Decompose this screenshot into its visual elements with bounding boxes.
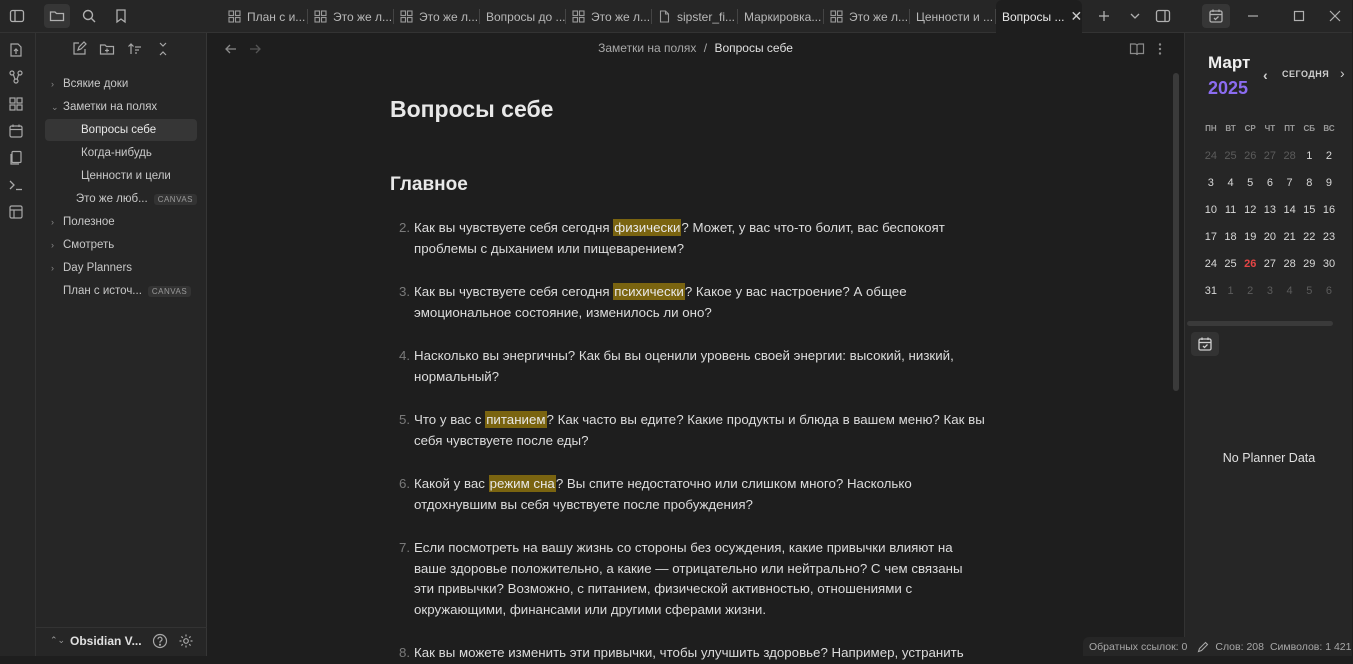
grid-icon bbox=[314, 10, 327, 23]
maximize-icon[interactable] bbox=[1286, 4, 1312, 28]
file-icon bbox=[658, 10, 671, 23]
list-item: 7. Если посмотреть на вашу жизнь со стороны без осуждения, какие привычки влияют на ваше здоровье положительно, а какие — отрицательно или нейтрально? С чем связаны эти привычки? Возможно, с питанием, физической активностью, отношениями с окружающими, финансами или другими сферами жизни. bbox=[399, 540, 963, 617]
calendar-day[interactable]: 22 bbox=[1303, 230, 1316, 243]
file-item-active[interactable]: Вопросы себе bbox=[45, 119, 197, 141]
calendar-day[interactable]: 1 bbox=[1306, 149, 1313, 162]
chevron-right-icon: › bbox=[51, 240, 54, 250]
calendar-grid bbox=[1201, 115, 1351, 304]
file-explorer bbox=[36, 33, 207, 656]
vault-name[interactable]: Obsidian V... bbox=[70, 634, 142, 648]
calendar-week bbox=[1201, 223, 1351, 250]
calendar-year: 2025 bbox=[1208, 78, 1249, 98]
calendar-day[interactable]: 8 bbox=[1306, 176, 1313, 189]
list-item: 6. Какой у вас режим сна? Вы спите недостаточно или слишком много? Насколько отдохнувшим вы себя чувствуете после пробуждения? bbox=[399, 476, 912, 512]
files-tab-icon[interactable] bbox=[44, 4, 70, 28]
calendar-day[interactable]: 6 bbox=[1325, 284, 1333, 297]
calendar-month: Март bbox=[1208, 53, 1251, 72]
new-tab-icon[interactable] bbox=[1091, 4, 1117, 28]
calendar-plugin-icon[interactable] bbox=[1202, 4, 1230, 28]
calendar-day[interactable]: 4 bbox=[1227, 176, 1234, 189]
calendar-day[interactable]: 2 bbox=[1325, 149, 1333, 162]
calendar-day[interactable]: 12 bbox=[1244, 203, 1257, 216]
file-explorer-toolbar bbox=[36, 41, 207, 63]
calendar-day[interactable]: 16 bbox=[1322, 203, 1336, 216]
folder-item[interactable]: › Смотреть bbox=[51, 239, 115, 251]
calendar-day[interactable]: 27 bbox=[1263, 149, 1277, 162]
tab[interactable]: Это же л... bbox=[566, 0, 652, 33]
calendar-day[interactable]: 19 bbox=[1244, 230, 1257, 243]
templates-icon[interactable] bbox=[8, 150, 26, 168]
calendar-day[interactable]: 7 bbox=[1286, 176, 1293, 189]
calendar-day[interactable]: 3 bbox=[1266, 284, 1273, 297]
note-title[interactable]: Вопросы себе bbox=[390, 96, 554, 122]
right-sidebar bbox=[1184, 33, 1352, 656]
folder-item[interactable]: ⌄ Заметки на полях bbox=[51, 101, 158, 113]
folder-item[interactable]: › Day Planners bbox=[51, 262, 133, 274]
calendar-day[interactable]: 30 bbox=[1322, 257, 1336, 270]
breadcrumb bbox=[207, 41, 1184, 55]
word-count: Слов: 208 bbox=[1215, 640, 1264, 653]
calendar-week bbox=[1201, 142, 1351, 169]
calendar-day[interactable]: 9 bbox=[1325, 176, 1333, 189]
no-planner-data-text: No Planner Data bbox=[1222, 451, 1316, 465]
folder-item[interactable]: › Всякие доки bbox=[51, 78, 129, 90]
char-count: Символов: 1 421 bbox=[1269, 640, 1352, 653]
chevron-down-icon: ⌄ bbox=[51, 101, 59, 112]
title-bar bbox=[0, 0, 1352, 33]
calendar-day[interactable]: 2 bbox=[1247, 284, 1254, 297]
settings-gear-icon[interactable] bbox=[178, 633, 196, 651]
help-icon[interactable] bbox=[152, 633, 170, 651]
prev-month-arrow-icon[interactable]: ‹ bbox=[1263, 67, 1268, 83]
tab[interactable]: Вопросы до ... bbox=[480, 0, 566, 33]
tab[interactable]: sipster_fi... bbox=[652, 0, 738, 33]
status-bar bbox=[1083, 637, 1352, 656]
ribbon bbox=[0, 33, 36, 656]
section-heading: Главное bbox=[390, 174, 468, 195]
calendar-day[interactable]: 5 bbox=[1247, 176, 1254, 189]
calendar-day[interactable]: 14 bbox=[1283, 203, 1296, 216]
file-item[interactable]: Ценности и цели bbox=[81, 170, 171, 182]
grid-icon bbox=[572, 10, 585, 23]
calendar-day[interactable]: 25 bbox=[1224, 149, 1237, 162]
vault-switcher bbox=[36, 627, 207, 655]
calendar-day-today[interactable]: 26 bbox=[1244, 257, 1257, 270]
chevron-right-icon: › bbox=[51, 217, 54, 227]
folder-item[interactable]: › Полезное bbox=[51, 216, 115, 228]
calendar-day[interactable]: 5 bbox=[1306, 284, 1313, 297]
canvas-badge: CANVAS bbox=[154, 194, 197, 205]
list-item: 2. Как вы чувствуете себя сегодня физически? Может, у вас что-то болит, вас беспокоят проблемы с дыханием или пищеварением? bbox=[399, 220, 945, 256]
layout-icon[interactable] bbox=[8, 204, 26, 222]
list-item: 5. Что у вас с питанием? Как часто вы едите? Какие продукты и блюда в вашем меню? Как вы себя чувствуете после еды? bbox=[399, 412, 985, 448]
calendar-scrollbar[interactable] bbox=[1187, 321, 1333, 326]
breadcrumb-current[interactable]: Вопросы себе bbox=[714, 41, 793, 55]
tab[interactable]: Это же л... bbox=[824, 0, 910, 33]
graph-view-icon[interactable] bbox=[8, 69, 26, 87]
daily-note-icon[interactable] bbox=[8, 123, 26, 141]
canvas-badge: CANVAS bbox=[148, 286, 191, 297]
quick-switch-icon[interactable] bbox=[8, 42, 26, 60]
breadcrumb-parent[interactable]: Заметки на полях bbox=[598, 41, 697, 55]
close-tab-icon[interactable]: ✕ bbox=[1070, 8, 1083, 24]
calendar-day[interactable]: 27 bbox=[1263, 257, 1277, 270]
tab[interactable]: План с и... bbox=[222, 0, 308, 33]
file-item[interactable]: Это же люб... CANVAS bbox=[45, 188, 197, 210]
calendar-day[interactable]: 13 bbox=[1263, 203, 1277, 216]
more-options-icon[interactable] bbox=[1150, 39, 1170, 59]
tab[interactable]: Это же л... bbox=[308, 0, 394, 33]
calendar-day[interactable]: 18 bbox=[1224, 230, 1237, 243]
search-icon[interactable] bbox=[76, 4, 102, 28]
tab-strip bbox=[222, 0, 1082, 33]
tab-list-chevron-icon[interactable] bbox=[1122, 4, 1148, 28]
next-month-arrow-icon[interactable]: › bbox=[1340, 65, 1345, 81]
weekday-header: ПН ВТ СР ЧТ ПТ СБ ВС bbox=[1205, 124, 1335, 133]
calendar-day[interactable]: 23 bbox=[1322, 230, 1336, 243]
canvas-icon[interactable] bbox=[8, 96, 26, 114]
sidebar-toggle-icon[interactable] bbox=[4, 4, 30, 28]
vault-chevron-icon[interactable]: ⌃⌄ bbox=[50, 635, 66, 645]
calendar-day[interactable]: 17 bbox=[1204, 230, 1217, 243]
calendar-week bbox=[1201, 169, 1351, 196]
calendar-day[interactable]: 28 bbox=[1283, 149, 1296, 162]
right-sidebar-toggle-icon[interactable] bbox=[1150, 4, 1176, 28]
calendar-day[interactable]: 10 bbox=[1204, 203, 1217, 216]
file-item[interactable]: Когда-нибудь bbox=[81, 147, 152, 159]
calendar-day[interactable]: 11 bbox=[1224, 203, 1237, 216]
calendar-day[interactable]: 29 bbox=[1303, 257, 1316, 270]
calendar-week bbox=[1201, 196, 1351, 223]
calendar-day[interactable]: 24 bbox=[1204, 149, 1217, 162]
minimize-icon[interactable] bbox=[1240, 4, 1266, 28]
calendar-day[interactable]: 31 bbox=[1204, 284, 1217, 297]
calendar-week bbox=[1201, 250, 1351, 277]
planner-calendar-icon[interactable] bbox=[1191, 332, 1219, 356]
bookmark-icon[interactable] bbox=[108, 4, 134, 28]
collapse-all-icon[interactable] bbox=[155, 41, 175, 61]
highlight: режим сна bbox=[489, 476, 555, 491]
editor-pane bbox=[207, 33, 1184, 660]
tab-active[interactable]: Вопросы ... ✕ bbox=[996, 0, 1082, 33]
calendar-week bbox=[1201, 277, 1351, 304]
list-item: 4. Насколько вы энергичны? Как бы вы оценили уровень своей энергии: высокий, низкий, нормальный? bbox=[399, 348, 954, 384]
list-item: 8. Как вы можете изменить эти привычки, чтобы улучшить здоровье? Например, устранить bbox=[399, 645, 964, 660]
calendar-day[interactable]: 24 bbox=[1204, 257, 1217, 270]
pencil-icon[interactable] bbox=[1197, 641, 1209, 653]
grid-icon bbox=[400, 10, 413, 23]
grid-icon bbox=[228, 10, 241, 23]
calendar-day[interactable]: 20 bbox=[1263, 230, 1277, 243]
calendar-day[interactable]: 4 bbox=[1286, 284, 1293, 297]
breadcrumb-separator: / bbox=[703, 41, 708, 55]
chevron-right-icon: › bbox=[51, 263, 54, 273]
calendar-day[interactable]: 1 bbox=[1227, 284, 1234, 297]
editor-scrollbar[interactable] bbox=[1173, 73, 1179, 391]
tab[interactable]: Ценности и ... bbox=[910, 0, 996, 33]
calendar-day[interactable]: 26 bbox=[1244, 149, 1257, 162]
sort-icon[interactable] bbox=[127, 41, 147, 61]
calendar-day[interactable]: 15 bbox=[1303, 203, 1316, 216]
terminal-icon[interactable] bbox=[8, 177, 26, 195]
reading-view-icon[interactable] bbox=[1127, 39, 1147, 59]
file-item[interactable]: План с источ... CANVAS bbox=[45, 280, 197, 302]
chevron-right-icon: › bbox=[51, 79, 54, 89]
new-note-icon[interactable] bbox=[71, 41, 91, 61]
new-folder-icon[interactable] bbox=[99, 41, 119, 61]
highlight: питанием bbox=[486, 412, 546, 427]
today-button[interactable]: СЕГОДНЯ bbox=[1282, 69, 1330, 79]
calendar-day[interactable]: 28 bbox=[1283, 257, 1296, 270]
window-close-icon[interactable] bbox=[1322, 4, 1348, 28]
highlight: физически bbox=[614, 220, 681, 235]
list-item: 3. Как вы чувствуете себя сегодня психически? Какое у вас настроение? А общее эмоциональное состояние, изменилось ли оно? bbox=[399, 284, 907, 320]
calendar-day[interactable]: 25 bbox=[1224, 257, 1237, 270]
calendar-day[interactable]: 6 bbox=[1266, 176, 1273, 189]
calendar-day[interactable]: 21 bbox=[1283, 230, 1296, 243]
highlight: психически bbox=[614, 284, 684, 299]
calendar-day[interactable]: 3 bbox=[1207, 176, 1214, 189]
backlinks-count[interactable]: Обратных ссылок: 0 bbox=[1089, 640, 1188, 653]
grid-icon bbox=[830, 10, 843, 23]
tab[interactable]: Маркировка... bbox=[738, 0, 824, 33]
tab[interactable]: Это же л... bbox=[394, 0, 480, 33]
